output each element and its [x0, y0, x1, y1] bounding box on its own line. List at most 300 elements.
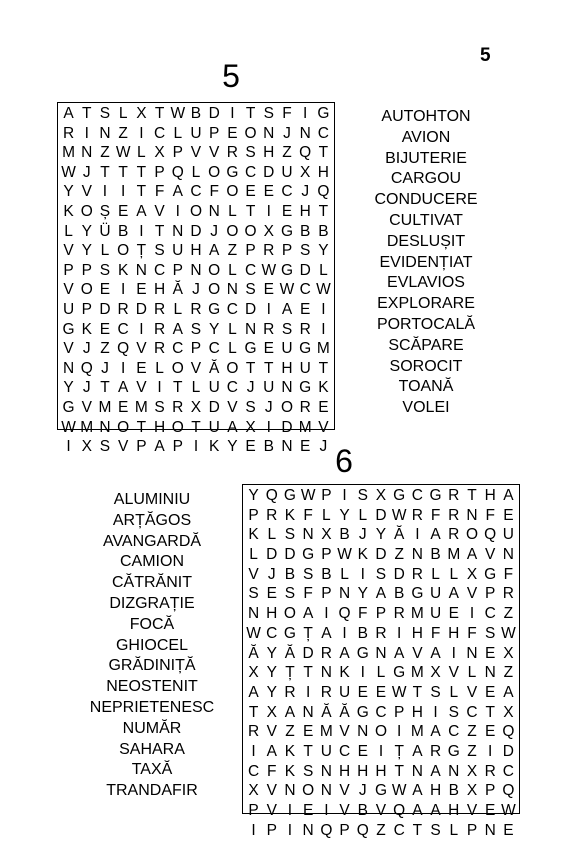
word-list-item: FOCĂ	[129, 615, 175, 633]
grid-letter: S	[485, 624, 496, 642]
grid-letter: I	[66, 438, 71, 456]
word-list-item: GRĂDINIȚĂ	[108, 657, 196, 675]
grid-letter: H	[190, 242, 202, 260]
grid-letter: T	[136, 418, 147, 436]
grid-letter: R	[190, 300, 202, 318]
grid-letter: E	[448, 605, 459, 623]
grid-letter: Q	[502, 723, 515, 741]
grid-letter: X	[263, 222, 274, 240]
grid-letter: O	[226, 359, 239, 377]
grid-letter: S	[357, 487, 368, 504]
grid-letter: U	[320, 742, 332, 760]
grid-letter: U	[338, 683, 351, 701]
grid-letter: V	[190, 144, 202, 162]
grid-row	[245, 663, 517, 683]
grid-letter: A	[375, 585, 387, 603]
grid-letter: P	[339, 821, 350, 839]
grid-letter: R	[263, 320, 275, 338]
grid-letter: G	[280, 222, 294, 240]
grid-row	[245, 644, 517, 664]
grid-letter: I	[488, 742, 493, 760]
grid-row	[245, 525, 517, 545]
grid-letter: N	[320, 762, 332, 780]
grid-letter: K	[209, 438, 220, 456]
grid-letter: P	[172, 261, 183, 279]
grid-row	[245, 683, 517, 703]
grid-row	[245, 545, 517, 565]
grid-letter: N	[190, 261, 202, 279]
grid-letter: V	[63, 281, 74, 299]
grid-letter: Y	[63, 379, 74, 397]
grid-letter: C	[502, 762, 514, 780]
grid-letter: R	[502, 585, 514, 603]
grid-letter: G	[299, 340, 312, 358]
grid-letter: N	[284, 782, 296, 800]
grid-letter: Q	[317, 183, 330, 201]
grid-letter: X	[266, 703, 277, 721]
grid-letter: Q	[299, 144, 312, 162]
grid-letter: W	[61, 418, 76, 436]
grid-letter: W	[391, 782, 407, 800]
grid-letter: E	[99, 320, 111, 338]
grid-letter: W	[300, 487, 316, 504]
grid-letter: L	[228, 261, 237, 279]
grid-letter: I	[324, 605, 329, 623]
grid-letter: Ț	[285, 664, 295, 682]
grid-letter: V	[318, 418, 329, 436]
grid-row	[60, 182, 332, 202]
grid-letter: I	[266, 202, 271, 220]
grid-letter: L	[173, 300, 183, 318]
grid-letter: E	[263, 183, 274, 201]
grid-letter: H	[263, 144, 275, 162]
grid-letter: N	[411, 546, 423, 564]
word-list-item: VOLEI	[402, 399, 450, 417]
word-list-item: TOANĂ	[398, 378, 454, 396]
grid-letter: Y	[266, 664, 277, 682]
grid-letter: R	[448, 526, 460, 544]
grid-letter: D	[208, 398, 220, 416]
grid-letter: Z	[376, 821, 386, 839]
grid-letter: Y	[266, 644, 277, 662]
grid-letter: V	[266, 802, 277, 819]
grid-letter: T	[318, 359, 329, 377]
grid-letter: Z	[100, 340, 110, 358]
grid-letter: C	[153, 124, 166, 142]
grid-letter: F	[430, 506, 441, 524]
grid-letter: X	[503, 644, 514, 662]
word-list-item: AUTOHTON	[381, 108, 471, 125]
grid-row	[245, 762, 517, 782]
grid-letter: S	[300, 242, 311, 260]
word-list-item: CULTIVAT	[389, 211, 463, 229]
grid-letter: M	[410, 664, 424, 682]
grid-letter: G	[393, 664, 406, 682]
grid-row	[245, 486, 517, 506]
grid-letter: S	[430, 821, 441, 839]
grid-letter: Ă	[172, 281, 183, 299]
grid-row	[245, 604, 517, 624]
grid-letter: E	[136, 359, 147, 377]
grid-row	[60, 124, 332, 144]
grid-letter: U	[429, 585, 442, 603]
grid-letter: N	[357, 723, 369, 741]
grid-letter: H	[266, 605, 278, 623]
grid-letter: Y	[248, 487, 259, 504]
grid-letter: I	[139, 124, 144, 142]
grid-row	[60, 398, 332, 418]
grid-letter: B	[300, 222, 311, 240]
grid-letter: S	[284, 526, 296, 544]
grid-letter: O	[171, 418, 184, 436]
grid-letter: C	[281, 183, 293, 201]
grid-letter: O	[226, 222, 239, 240]
grid-letter: I	[433, 703, 438, 721]
grid-letter: P	[466, 821, 478, 839]
grid-letter: I	[157, 379, 162, 397]
grid-letter: R	[393, 605, 405, 623]
grid-letter: B	[190, 105, 202, 122]
word-list-item: PORTOCALĂ	[376, 315, 476, 333]
grid-letter: V	[466, 585, 478, 603]
grid-letter: G	[356, 644, 369, 662]
grid-letter: E	[485, 723, 496, 741]
grid-letter: P	[172, 438, 183, 456]
grid-letter: A	[503, 683, 514, 701]
grid-letter: I	[266, 418, 271, 436]
grid-letter: L	[64, 222, 73, 240]
grid-letter: Ă	[394, 526, 405, 544]
grid-row	[245, 584, 517, 604]
grid-letter: V	[339, 723, 350, 741]
grid-letter: V	[466, 683, 478, 701]
grid-letter: O	[374, 723, 387, 741]
grid-letter: L	[340, 565, 349, 583]
grid-letter: L	[228, 202, 237, 220]
grid-letter: A	[209, 242, 220, 260]
grid-letter: D	[302, 644, 314, 662]
grid-letter: P	[321, 546, 332, 564]
grid-letter: W	[501, 624, 516, 642]
grid-letter: R	[226, 144, 238, 162]
grid-letter: I	[303, 105, 308, 122]
grid-row	[245, 703, 517, 723]
grid-letter: Q	[393, 802, 406, 819]
grid-letter: D	[375, 546, 387, 564]
grid-letter: L	[358, 506, 368, 524]
grid-letter: J	[82, 340, 91, 358]
puzzle-5-letter-grid	[57, 102, 335, 456]
grid-letter: I	[251, 742, 256, 760]
grid-letter: K	[284, 506, 296, 524]
grid-letter: P	[245, 242, 256, 260]
grid-row	[60, 163, 332, 183]
grid-letter: A	[448, 585, 459, 603]
grid-letter: K	[63, 202, 74, 220]
grid-letter: Y	[81, 242, 92, 260]
grid-letter: O	[208, 163, 221, 181]
grid-letter: E	[302, 802, 314, 819]
grid-letter: I	[193, 438, 199, 456]
word-list-item: NEOSTENIT	[106, 678, 198, 696]
grid-letter: X	[245, 418, 256, 436]
grid-letter: Q	[171, 163, 184, 181]
grid-letter: O	[283, 605, 296, 623]
grid-letter: G	[226, 163, 239, 181]
grid-letter: O	[280, 398, 294, 416]
grid-letter: J	[267, 565, 276, 583]
grid-letter: X	[190, 398, 202, 416]
grid-letter: X	[248, 664, 259, 682]
word-list-item: ALUMINIU	[113, 491, 191, 508]
grid-letter: N	[302, 526, 314, 544]
grid-letter: E	[117, 202, 129, 220]
grid-letter: F	[467, 624, 477, 642]
grid-letter: O	[244, 222, 257, 240]
grid-letter: I	[287, 821, 293, 839]
grid-letter: T	[318, 144, 329, 162]
grid-letter: A	[321, 624, 332, 642]
grid-letter: Z	[394, 546, 404, 564]
grid-letter: S	[302, 565, 314, 583]
grid-letter: A	[302, 605, 314, 623]
word-list-item: BIJUTERIE	[385, 149, 467, 167]
grid-letter: N	[247, 605, 260, 623]
grid-letter: I	[175, 202, 180, 220]
grid-letter: Z	[467, 742, 477, 760]
grid-letter: Ț	[136, 242, 147, 260]
grid-letter: D	[135, 300, 147, 318]
grid-letter: B	[357, 802, 368, 819]
grid-letter: E	[485, 644, 496, 662]
grid-letter: G	[62, 398, 75, 416]
grid-letter: D	[284, 546, 296, 564]
grid-letter: Y	[357, 585, 368, 603]
grid-letter: I	[397, 624, 402, 642]
grid-row	[60, 418, 332, 438]
grid-letter: T	[100, 379, 110, 397]
grid-letter: F	[209, 183, 219, 201]
grid-letter: O	[302, 782, 315, 800]
grid-letter: V	[63, 340, 74, 358]
grid-letter: N	[466, 644, 478, 662]
grid-letter: A	[430, 644, 441, 662]
grid-letter: V	[466, 802, 478, 819]
grid-letter: J	[210, 222, 219, 240]
grid-letter: N	[448, 762, 460, 780]
grid-letter: M	[319, 723, 333, 741]
grid-letter: A	[117, 379, 129, 397]
grid-letter: B	[430, 546, 441, 564]
grid-letter: O	[117, 242, 130, 260]
grid-letter: I	[251, 821, 256, 839]
grid-letter: H	[484, 487, 496, 504]
grid-letter: B	[117, 222, 129, 240]
grid-letter: P	[485, 782, 496, 800]
grid-letter: Q	[338, 605, 351, 623]
grid-letter: M	[98, 398, 112, 416]
grid-letter: H	[153, 281, 166, 299]
grid-letter: C	[375, 703, 387, 721]
grid-letter: T	[191, 418, 201, 436]
grid-letter: J	[301, 183, 310, 201]
grid-letter: G	[447, 742, 460, 760]
grid-letter: E	[263, 340, 274, 358]
grid-letter: V	[227, 398, 238, 416]
grid-letter: R	[320, 644, 332, 662]
grid-letter: S	[281, 320, 293, 338]
grid-letter: R	[263, 242, 275, 260]
grid-letter: G	[356, 703, 369, 721]
grid-letter: Ü	[99, 222, 111, 240]
grid-letter: D	[502, 742, 514, 760]
grid-letter: C	[208, 340, 220, 358]
grid-letter: C	[411, 487, 423, 504]
grid-letter: T	[485, 703, 495, 721]
grid-letter: F	[154, 183, 165, 201]
grid-letter: L	[173, 124, 183, 142]
grid-row	[60, 437, 332, 457]
grid-letter: R	[153, 300, 166, 318]
word-list-item: DIZGRAȚIE	[109, 594, 195, 612]
grid-letter: O	[171, 359, 184, 377]
grid-letter: F	[430, 624, 441, 642]
grid-letter: P	[375, 605, 387, 623]
grid-letter: S	[448, 703, 459, 721]
grid-letter: S	[284, 585, 296, 603]
grid-letter: N	[281, 438, 293, 456]
grid-letter: L	[449, 565, 459, 583]
grid-letter: A	[172, 320, 183, 338]
grid-letter: I	[139, 320, 144, 338]
grid-letter: G	[411, 585, 424, 603]
grid-letter: J	[319, 438, 328, 456]
grid-letter: N	[320, 782, 332, 800]
grid-letter: P	[190, 340, 202, 358]
grid-letter: A	[339, 644, 350, 662]
grid-letter: S	[154, 398, 165, 416]
grid-letter: D	[208, 105, 220, 122]
grid-letter: A	[227, 418, 238, 436]
grid-letter: W	[501, 802, 516, 819]
grid-letter: N	[208, 202, 220, 220]
grid-letter: Z	[118, 124, 128, 142]
grid-letter: X	[248, 782, 259, 800]
grid-letter: N	[484, 821, 496, 839]
grid-letter: Q	[80, 359, 93, 377]
grid-letter: N	[281, 379, 293, 397]
grid-letter: U	[208, 379, 220, 397]
grid-row	[60, 241, 332, 261]
grid-letter: E	[266, 585, 277, 603]
grid-letter: V	[81, 183, 92, 201]
grid-letter: T	[100, 163, 110, 181]
word-list-item: TRANDAFIR	[106, 782, 198, 800]
grid-letter: S	[245, 144, 256, 162]
grid-letter: W	[279, 281, 295, 299]
grid-letter: E	[485, 802, 496, 819]
grid-letter: F	[282, 105, 292, 122]
grid-letter: W	[316, 281, 331, 299]
grid-letter: Q	[265, 487, 278, 504]
grid-letter: Y	[81, 222, 92, 240]
grid-letter: G	[317, 105, 330, 122]
grid-letter: Ț	[303, 624, 313, 642]
grid-letter: Ă	[248, 644, 259, 662]
grid-letter: V	[136, 379, 147, 397]
grid-letter: N	[172, 222, 184, 240]
grid-letter: Y	[266, 683, 277, 701]
grid-letter: T	[303, 664, 313, 682]
grid-letter: G	[302, 546, 315, 564]
grid-row	[245, 624, 517, 644]
grid-letter: R	[411, 565, 423, 583]
grid-letter: N	[99, 418, 111, 436]
grid-letter: I	[321, 320, 326, 338]
grid-letter: V	[485, 546, 496, 564]
grid-letter: P	[63, 261, 74, 279]
word-list-item: AVANGARDĂ	[102, 532, 202, 550]
grid-letter: X	[300, 163, 311, 181]
grid-letter: S	[245, 281, 256, 299]
grid-letter: I	[306, 683, 311, 701]
grid-letter: E	[357, 683, 368, 701]
grid-letter: P	[136, 438, 147, 456]
grid-letter: R	[429, 742, 442, 760]
grid-letter: X	[81, 438, 92, 456]
grid-letter: H	[317, 163, 329, 181]
grid-letter: G	[429, 487, 442, 504]
grid-letter: E	[99, 281, 111, 299]
grid-letter: R	[172, 398, 184, 416]
grid-letter: I	[266, 300, 271, 318]
grid-letter: H	[357, 762, 369, 780]
grid-letter: G	[208, 300, 221, 318]
grid-letter: B	[448, 782, 459, 800]
grid-letter: G	[374, 782, 387, 800]
grid-letter: Q	[502, 782, 515, 800]
grid-letter: D	[244, 300, 257, 318]
grid-letter: T	[118, 163, 128, 181]
grid-letter: V	[117, 438, 129, 456]
grid-letter: T	[394, 762, 404, 780]
grid-letter: F	[503, 565, 514, 583]
page-number: 5	[480, 45, 491, 66]
grid-letter: P	[172, 144, 183, 162]
grid-letter: A	[412, 742, 423, 760]
grid-letter: T	[245, 105, 256, 122]
grid-letter: L	[431, 565, 440, 583]
grid-letter: A	[136, 202, 147, 220]
grid-letter: B	[357, 624, 368, 642]
grid-letter: A	[466, 546, 478, 564]
grid-letter: R	[266, 506, 278, 524]
grid-letter: V	[81, 398, 92, 416]
grid-letter: L	[322, 506, 331, 524]
grid-letter: S	[190, 320, 202, 338]
grid-letter: F	[303, 585, 313, 603]
grid-letter: W	[115, 144, 131, 162]
grid-letter: S	[430, 683, 441, 701]
grid-letter: C	[299, 281, 311, 299]
grid-letter: K	[339, 664, 350, 682]
grid-letter: O	[208, 281, 221, 299]
grid-letter: V	[339, 782, 350, 800]
grid-letter: C	[226, 300, 238, 318]
grid-letter: Z	[100, 144, 110, 162]
grid-letter: A	[430, 802, 441, 819]
grid-letter: I	[360, 565, 365, 583]
